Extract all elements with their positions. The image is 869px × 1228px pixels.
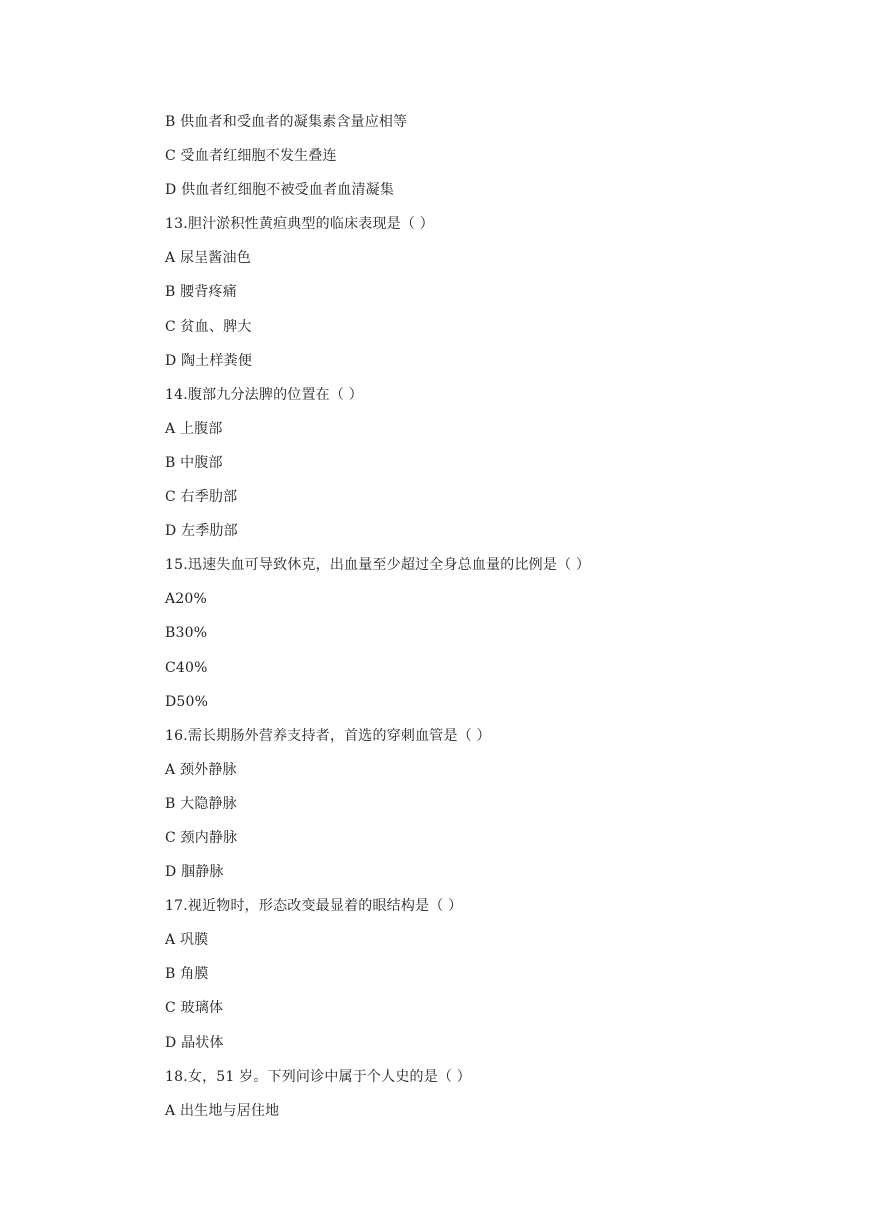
option-line: C 受血者红细胞不发生叠连: [165, 148, 337, 165]
option-line: D 晶状体: [165, 1034, 224, 1051]
option-line: D 左季肋部: [165, 523, 238, 540]
option-line: A 上腹部: [165, 420, 223, 437]
option-line: B 腰背疼痛: [165, 284, 237, 301]
question-line: 14.腹部九分法脾的位置在（ ）: [165, 386, 363, 403]
option-line: B30%: [165, 625, 208, 642]
option-line: A 出生地与居住地: [165, 1102, 280, 1119]
option-line: A20%: [165, 591, 208, 608]
question-line: 17.视近物时，形态改变最显着的眼结构是（ ）: [165, 898, 463, 915]
option-line: D 陶土样粪便: [165, 352, 253, 369]
question-text-block: [165, 108, 825, 1131]
option-line: A 尿呈酱油色: [165, 250, 251, 267]
option-line: A 颈外静脉: [165, 761, 237, 778]
option-line: C40%: [165, 659, 208, 676]
question-line: 13.胆汁淤积性黄疸典型的临床表现是（ ）: [165, 216, 434, 233]
option-line: C 颈内静脉: [165, 829, 238, 846]
option-line: D 腘静脉: [165, 864, 224, 881]
option-line: D50%: [165, 693, 209, 710]
option-line: C 贫血、脾大: [165, 318, 252, 335]
option-line: D 供血者红细胞不被受血者血清凝集: [165, 182, 395, 199]
option-line: C 玻璃体: [165, 1000, 224, 1017]
option-line: A 巩膜: [165, 932, 209, 949]
option-line: B 角膜: [165, 966, 209, 983]
option-line: C 右季肋部: [165, 489, 238, 506]
question-line: 15.迅速失血可导致休克，出血量至少超过全身总血量的比例是（ ）: [165, 557, 591, 574]
option-line: B 供血者和受血者的凝集素含量应相等: [165, 114, 408, 130]
option-line: B 中腹部: [165, 454, 223, 471]
question-line: 18.女，51 岁。下列问诊中属于个人史的是（ ）: [165, 1068, 471, 1085]
option-line: B 大隐静脉: [165, 795, 237, 812]
question-line: 16.需长期肠外营养支持者，首选的穿刺血管是（ ）: [165, 727, 491, 744]
